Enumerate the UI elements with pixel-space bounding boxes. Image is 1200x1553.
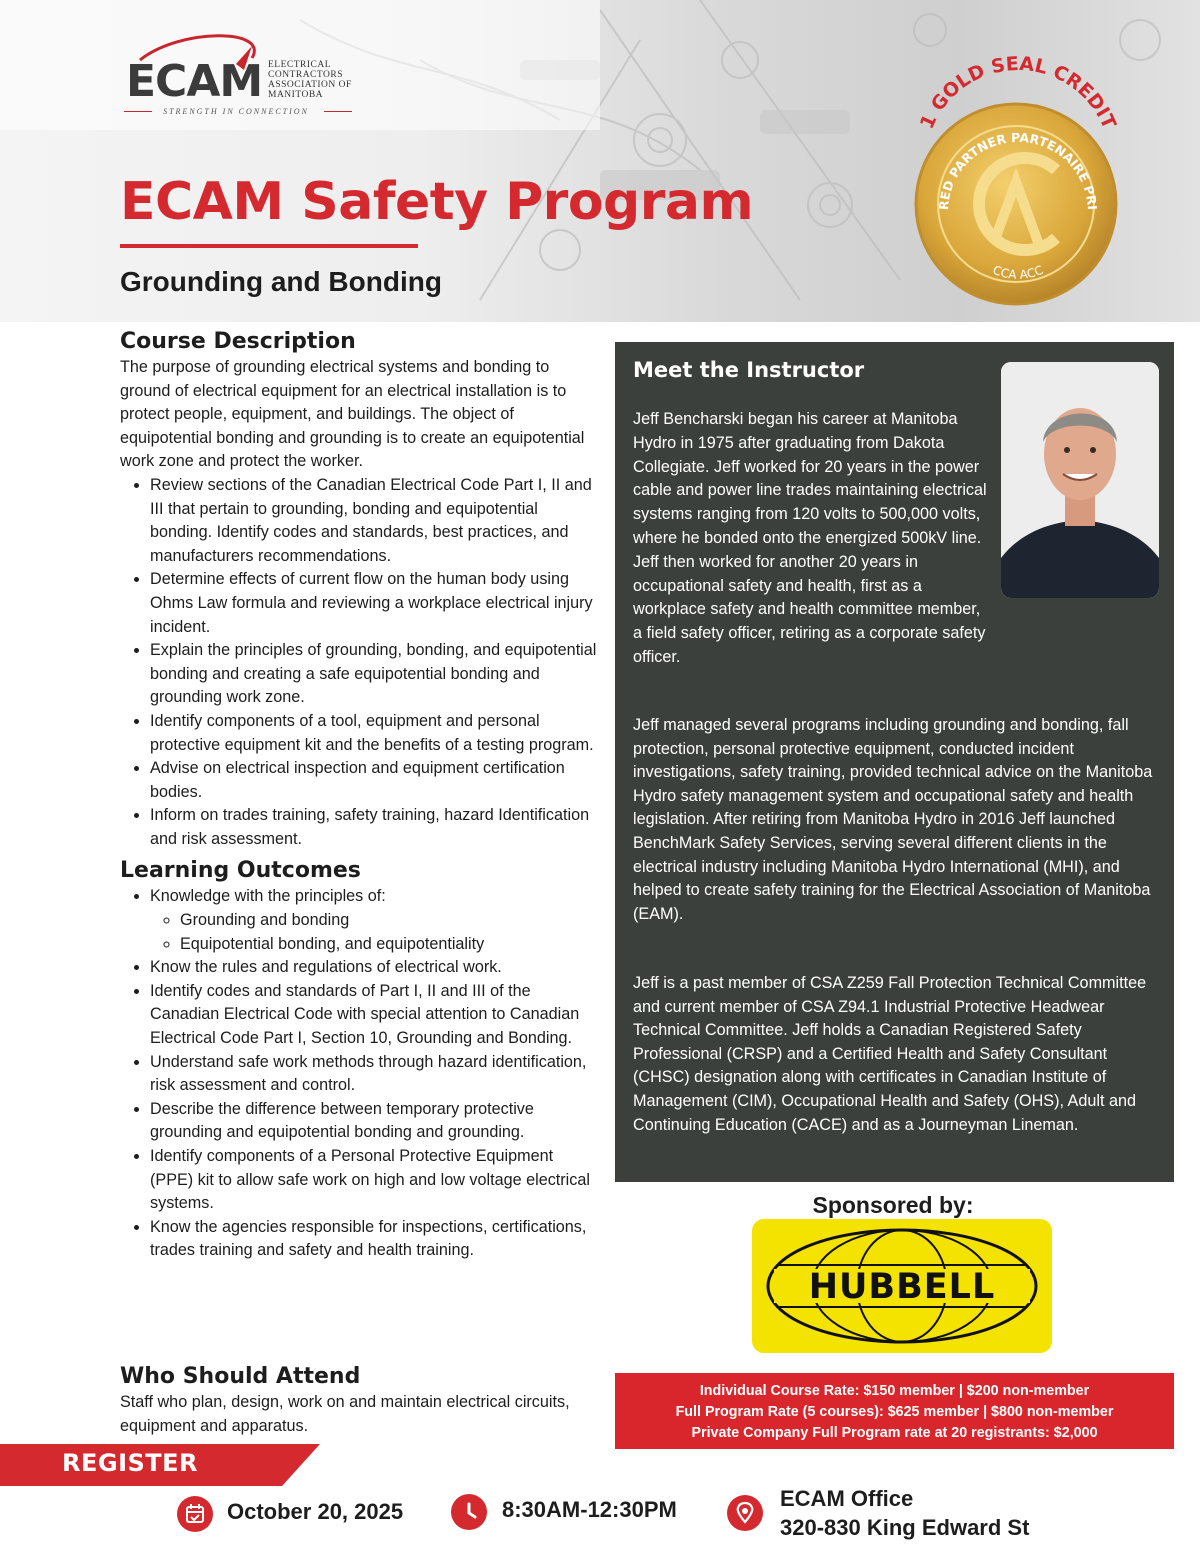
sponsor-logo[interactable] (752, 1219, 1052, 1353)
list-item: • Understand safe work methods through hazard identification, risk assessment and control. (150, 1051, 598, 1098)
list-item: • Review sections of the Canadian Electrical Code Part I, II and III that pertain to grounding, bonding and equipotential bonding. Identify codes and standards, best practices, and manufacturers recommendations. (150, 474, 598, 568)
page-subtitle: Grounding and Bonding (120, 266, 442, 297)
instructor-photo (1001, 362, 1159, 598)
logo-tag-rule-right (324, 111, 352, 112)
list-item: • Know the agencies responsible for inspections, certifications, trades training and safety and health training. (150, 1216, 598, 1263)
logo-association-name (268, 60, 352, 100)
rate-line-individual: Individual Course Rate: $150 member | $200 non-member (699, 1383, 1090, 1399)
clock-icon (451, 1494, 487, 1530)
seal-top-text: 1 GOLD SEAL CREDIT (915, 52, 1121, 133)
seal-bottom-text: CCA ACC (990, 262, 1046, 282)
logo-tagline: STRENGTH IN CONNECTION (163, 107, 309, 116)
event-location-name: ECAM Office (780, 1486, 914, 1511)
list-item: • Describe the difference between temporary protective grounding and equipotential bonding and grounding. (150, 1098, 598, 1145)
outcomes-bullet-list (120, 885, 598, 1263)
course-bullet-list (120, 474, 598, 852)
seal-ring-text: RED PARTNER PARTENAIRE PRI (935, 129, 1100, 211)
instructor-panel (615, 342, 1174, 1182)
logo-assoc-line-3: ASSOCIATION OF (268, 80, 352, 90)
list-item: ◦ Equipotential bonding, and equipotentiality (180, 933, 598, 957)
list-item: • Identify components of a tool, equipment and personal protective equipment kit and the benefits of a testing program. (150, 710, 598, 757)
rate-line-private-company: Private Company Full Program rate at 20 registrants: $2,000 (691, 1425, 1098, 1441)
list-item (150, 885, 598, 956)
instructor-bio-paragraph-1: Jeff Bencharski began his career at Manitoba Hydro in 1975 after graduating from Dakota Collegiate. Jeff worked for 20 years in the power cable and power line trades maintaining electrical systems ranging from 120 volts to 500,000 volts, where he bonded onto the energized 500kV line. Jeff then worked for another 20 years in occupational safety and health, first as a workplace safety and health committee member, a field safety officer, retiring as a corporate safety officer. (633, 410, 987, 666)
instructor-portrait-icon (1001, 362, 1159, 598)
ecam-logo[interactable] (120, 34, 360, 124)
who-should-attend-heading: Who Should Attend (120, 1364, 361, 1389)
list-item: • Determine effects of current flow on the human body using Ohms Law formula and reviewing a workplace electrical injury incident. (150, 568, 598, 639)
course-intro: The purpose of grounding electrical systems and bonding to ground of electrical equipment for an electrical installation is to protect people, equipment, and buildings. The object of equipotential bonding and grounding is to create an equipotential work zone and protect the worker. (120, 358, 585, 471)
location-pin-icon (727, 1495, 763, 1531)
logo-assoc-line-1: ELECTRICAL (268, 60, 332, 70)
instructor-bio-paragraph-3: Jeff is a past member of CSA Z259 Fall Protection Technical Committee and current member of CSA Z94.1 Industrial Protective Headwear Technical Committee. Jeff holds a Canadian Registered Safety Professional (CRSP) and a Certified Health and Safety Consultant (CHSC) designation along with certificates in Canadian Institute of Management (CIM), Occupational Health and Safety (OHS), Adult and Continuing Education (CACE) and as a Journeyman Lineman. (633, 974, 1147, 1134)
register-button[interactable] (0, 1444, 320, 1486)
outcomes-sub-list (150, 909, 598, 956)
calendar-icon (177, 1496, 213, 1532)
pricing-box (615, 1373, 1174, 1449)
list-item: • Inform on trades training, safety training, hazard Identification and risk assessment. (150, 804, 598, 851)
event-date: October 20, 2025 (227, 1499, 404, 1524)
rate-line-full-program: Full Program Rate (5 courses): $625 member | $800 non-member (675, 1404, 1114, 1420)
list-item: • Identify components of a Personal Protective Equipment (PPE) kit to allow safe work on high and low voltage electrical systems. (150, 1145, 598, 1216)
instructor-heading: Meet the Instructor (633, 358, 865, 382)
logo-wordmark: ECAM (126, 56, 263, 107)
gold-seal-icon (898, 52, 1134, 314)
list-item: • Identify codes and standards of Part I, II and III of the Canadian Electrical Code with special attention to Canadian Electrical Code Part I, Section 10, Grounding and Bonding. (150, 980, 598, 1051)
learning-outcomes-heading: Learning Outcomes (120, 858, 361, 884)
who-should-attend-text: Staff who plan, design, work on and maintain electrical circuits, equipment and apparatus. (120, 1393, 570, 1435)
list-item: • Know the rules and regulations of electrical work. (150, 956, 598, 980)
page-title: ECAM Safety Program (120, 172, 754, 232)
left-column (120, 328, 598, 1263)
event-location-address: 320-830 King Edward St (780, 1515, 1030, 1540)
logo-assoc-line-2: CONTRACTORS (268, 70, 344, 80)
register-label: REGISTER (62, 1449, 199, 1477)
sponsor-name: HUBBELL (808, 1267, 996, 1307)
title-underline (120, 244, 418, 248)
logo-assoc-line-4: MANITOBA (268, 90, 324, 100)
outcomes-first-item: Knowledge with the principles of: (150, 887, 386, 906)
course-description-heading: Course Description (120, 329, 356, 354)
who-should-attend-section (120, 1363, 590, 1438)
list-item: ◦ Grounding and bonding (180, 909, 598, 933)
instructor-bio-paragraph-2: Jeff managed several programs including grounding and bonding, fall protection, personal protective equipment, conducted incident investigations, safety training, provided technical advice on the Manitoba Hydro safety management system and occupational safety and health legislation. After retiring from Manitoba Hydro in 2016 Jeff launched BenchMark Safety Services, serving several different clients in the electrical industry including Manitoba Hydro International (MHI), and helped to create safety training for the Electrical Association of Manitoba (EAM). (633, 716, 1153, 923)
gold-seal-badge (898, 52, 1134, 314)
list-item: • Advise on electrical inspection and equipment certification bodies. (150, 757, 598, 804)
list-item: • Explain the principles of grounding, bonding, and equipotential bonding and creating a safe equipotential bonding and grounding work zone. (150, 639, 598, 710)
event-time: 8:30AM-12:30PM (502, 1497, 677, 1522)
sponsored-by-label: Sponsored by: (812, 1192, 974, 1218)
